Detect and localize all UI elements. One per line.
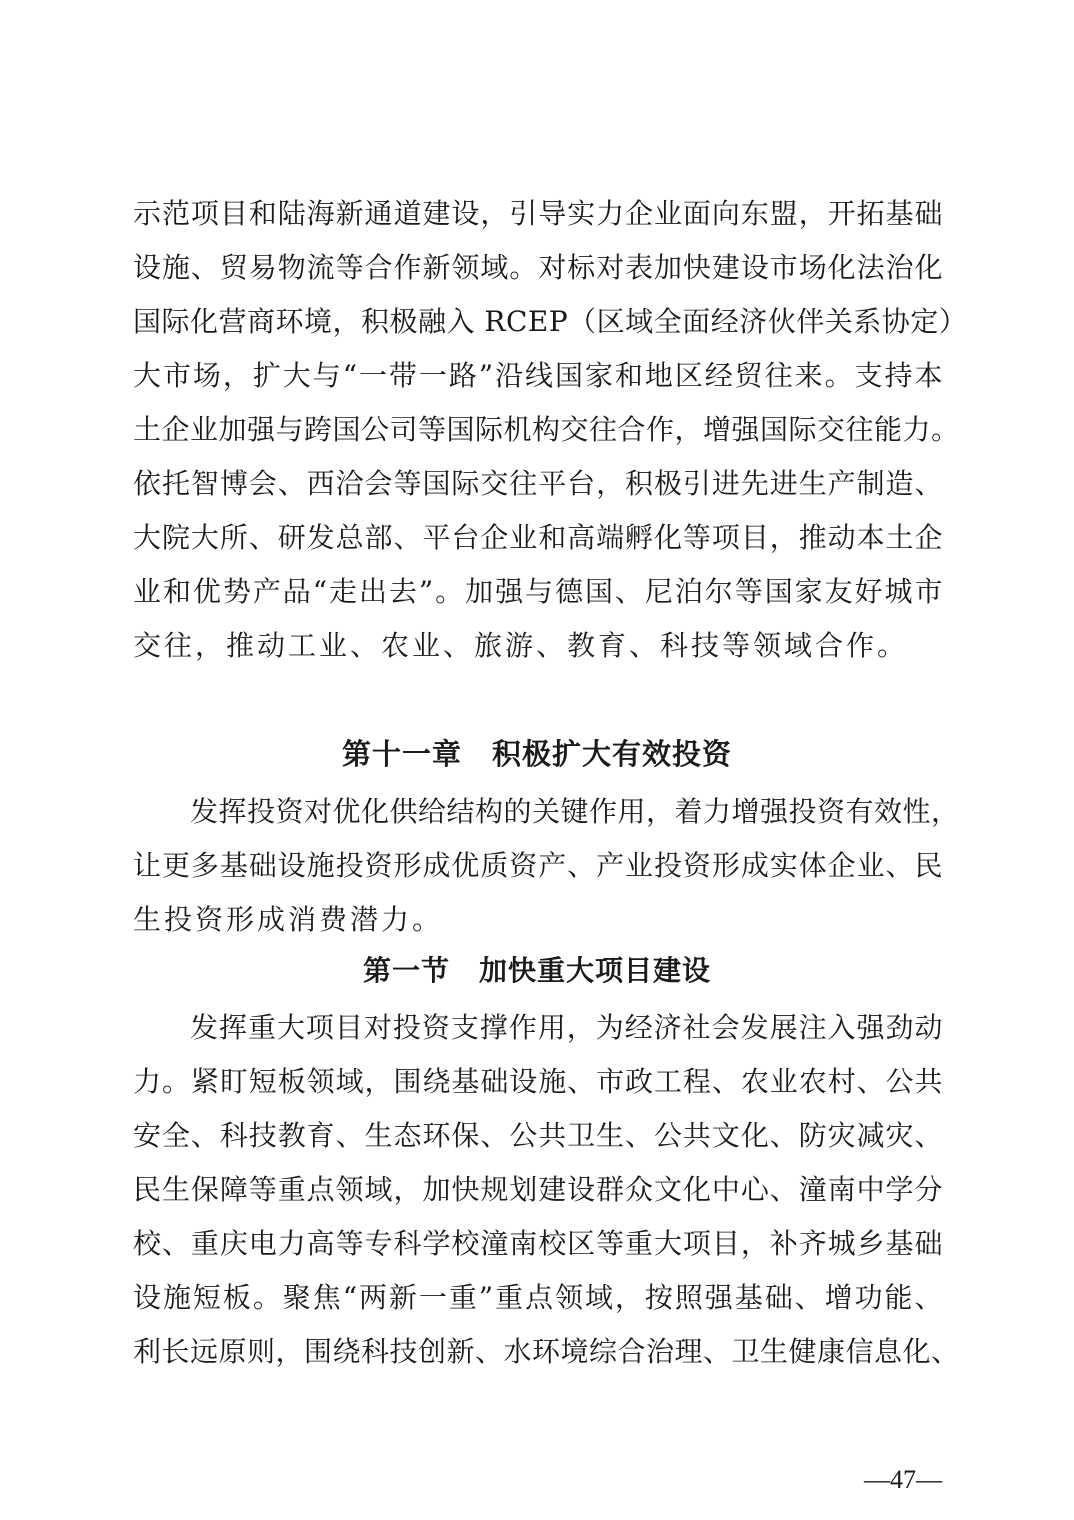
paragraph-3-line: 校、重庆电力高等专科学校潼南校区等重大项目，补齐城乡基础	[133, 1227, 943, 1260]
paragraph-2-line: 生投资形成消费潜力。	[133, 903, 444, 936]
paragraph-1-line: 设施、贸易物流等合作新领域。对标对表加快建设市场化法治化	[133, 251, 943, 284]
section-title: 第一节 加快重大项目建设	[362, 954, 711, 987]
paragraph-3-line: 力。紧盯短板领域，围绕基础设施、市政工程、农业农村、公共	[133, 1065, 943, 1098]
chapter-title: 第十一章 积极扩大有效投资	[341, 737, 732, 771]
paragraph-1-line: 大市场，扩大与“一带一路”沿线国家和地区经贸往来。支持本	[133, 359, 943, 392]
paragraph-3-line: 发挥重大项目对投资支撑作用，为经济社会发展注入强劲动	[190, 1011, 943, 1044]
paragraph-3-line: 民生保障等重点领域，加快规划建设群众文化中心、潼南中学分	[133, 1173, 943, 1206]
paragraph-1-line: 示范项目和陆海新通道建设，引导实力企业面向东盟，开拓基础	[133, 197, 943, 230]
paragraph-1-line: 大院大所、研发总部、平台企业和高端孵化等项目，推动本土企	[133, 521, 943, 554]
paragraph-3-line: 利长远原则，围绕科技创新、水环境综合治理、卫生健康信息化、	[133, 1335, 960, 1368]
paragraph-1-line: 依托智博会、西洽会等国际交往平台，积极引进先进生产制造、	[133, 467, 943, 500]
paragraph-1-line: 土企业加强与跨国公司等国际机构交往合作，增强国际交往能力。	[133, 413, 960, 446]
paragraph-3-line: 设施短板。聚焦“两新一重”重点领域，按照强基础、增功能、	[133, 1281, 943, 1314]
paragraph-1-line: 交往，推动工业、农业、旅游、教育、科技等领域合作。	[133, 629, 909, 662]
paragraph-3-line: 安全、科技教育、生态环保、公共卫生、公共文化、防灾减灾、	[133, 1119, 943, 1152]
paragraph-1-line: 国际化营商环境，积极融入 RCEP（区域全面经济伙伴关系协定）	[133, 305, 968, 338]
page-number: —47—	[864, 1465, 942, 1494]
paragraph-2-line: 发挥投资对优化供给结构的关键作用，着力增强投资有效性，	[190, 795, 960, 828]
paragraph-2-line: 让更多基础设施投资形成优质资产、产业投资形成实体企业、民	[133, 849, 943, 882]
paragraph-1-line: 业和优势产品“走出去”。加强与德国、尼泊尔等国家友好城市	[133, 575, 943, 608]
